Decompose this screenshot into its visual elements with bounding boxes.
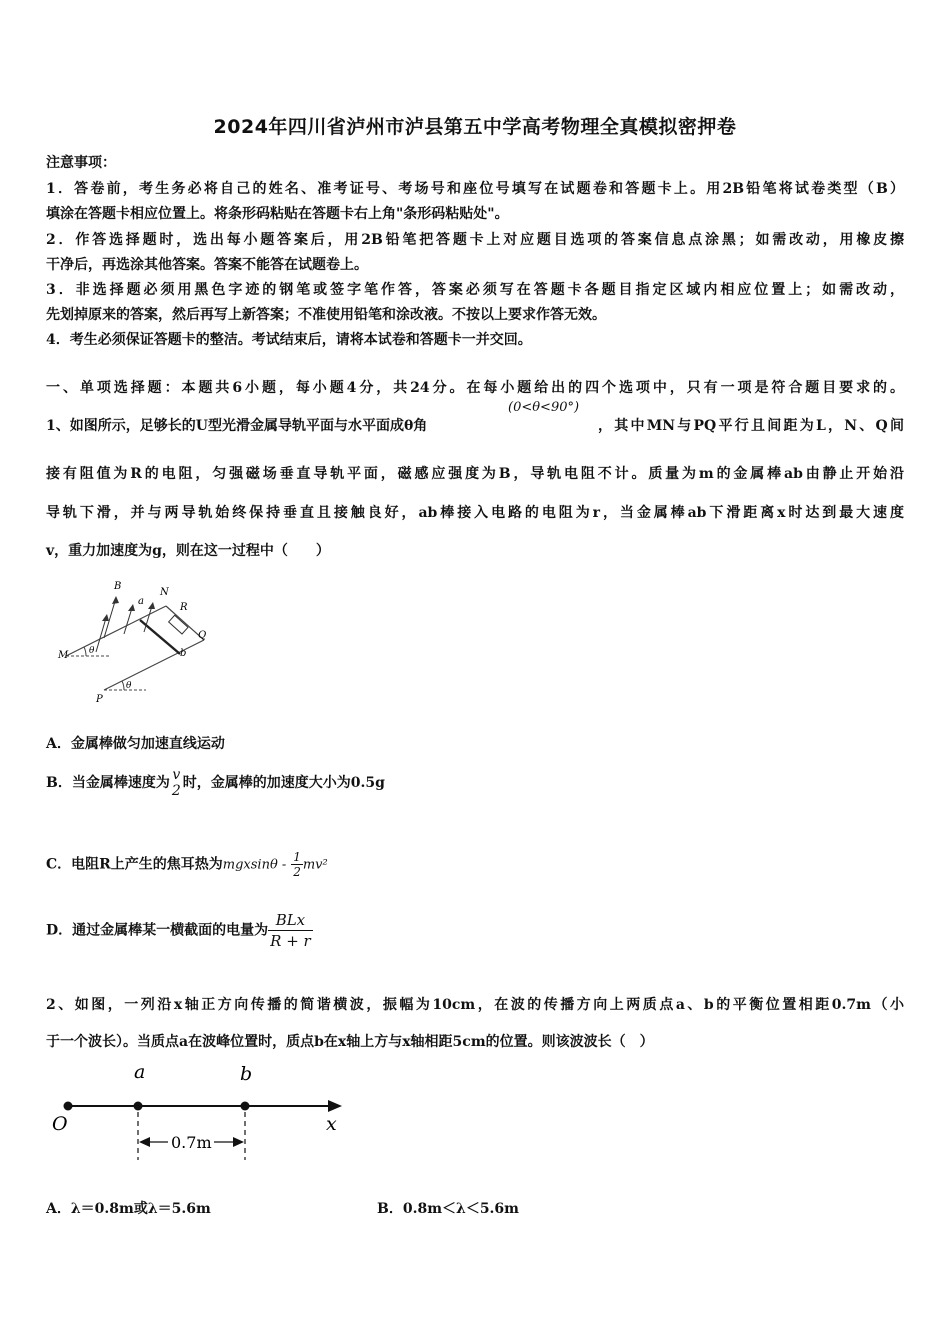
fig2-label-a: a <box>134 1061 146 1083</box>
fig2-distance-label: 0.7m <box>171 1133 212 1152</box>
fig1-label-P: P <box>96 694 103 705</box>
fig1-label-M: M <box>58 650 69 661</box>
notice-line-2: 填涂在答题卡相应位置上。将条形码粘贴在答题卡右上角"条形码粘贴处"。 <box>46 206 509 222</box>
q1-line-3: 导轨下滑，并与两导轨始终保持垂直且接触良好，ab棒接入电路的电阻为r，当金属棒ab下滑距离x时达到最大速度 <box>46 505 904 521</box>
notice-line-3: 2．作答选择题时，选出每小题答案后，用2B铅笔把答题卡上对应题目选项的答案信息点涂黑；如需改动，用橡皮擦 <box>46 232 904 248</box>
fig1-label-B: B <box>114 581 122 592</box>
q1-option-c-expr2: mv² <box>302 857 328 873</box>
page-title: 2024年四川省泸州市泸县第五中学高考物理全真模拟密押卷 <box>213 116 737 138</box>
q1-option-d-pre: D．通过金属棒某一横截面的电量为 <box>46 922 269 939</box>
q1-line-4: v，重力加速度为g，则在这一过程中（ ） <box>46 543 330 559</box>
q1-option-b-num: v <box>172 767 181 783</box>
q1-option-b <box>46 767 385 799</box>
q2-figure <box>46 1060 356 1170</box>
q1-option-b-post: 时，金属棒的加速度大小为0.5g <box>182 775 385 791</box>
fig1-label-a: a <box>138 596 144 607</box>
q1-option-b-den: 2 <box>171 783 181 799</box>
notice-line-5: 3．非选择题必须用黑色字迹的钢笔或签字笔作答，答案必须写在答题卡各题目指定区域内相应位置上；如需改动， <box>46 282 904 298</box>
q1-option-c-num: 1 <box>293 850 301 864</box>
q1-option-c-expr1: mgxsinθ - <box>222 857 287 873</box>
fig2-label-b: b <box>240 1063 253 1085</box>
q1-option-b-pre: B．当金属棒速度为 <box>46 775 170 791</box>
fig1-label-theta1: θ <box>89 646 95 656</box>
q2-option-a: A．λ＝0.8m或λ＝5.6m <box>46 1201 211 1217</box>
q1-line-1b: ，其中MN与PQ平行且间距为L，N、Q间 <box>598 418 904 434</box>
q2-option-b: B．0.8m＜λ＜5.6m <box>377 1201 519 1217</box>
fig1-label-Q: Q <box>198 630 207 641</box>
q1-option-d-den: R + r <box>270 932 311 950</box>
q1-line-2: 接有阻值为R的电阻，匀强磁场垂直导轨平面，磁感应强度为B，导轨电阻不计。质量为m的金属棒ab由静止开始沿 <box>46 466 904 482</box>
notice-line-6: 先划掉原来的答案，然后再写上新答案；不准使用铅笔和涂改液。不按以上要求作答无效。 <box>46 307 606 323</box>
q1-option-d-num: BLx <box>268 910 313 931</box>
fig1-label-R: R <box>180 602 188 613</box>
fig2-label-O: O <box>52 1113 68 1135</box>
q2-line-2: 于一个波长）。当质点a在波峰位置时，质点b在x轴上方与x轴相距5cm的位置。则该波波长（ ） <box>46 1034 654 1050</box>
q1-option-c-pre: C．电阻R上产生的焦耳热为 <box>46 856 223 873</box>
fig2-label-x: x <box>326 1113 337 1135</box>
q1-option-c-fraction <box>291 850 303 879</box>
notice-line-1: 1．答卷前，考生务必将自己的姓名、准考证号、考场号和座位号填写在试题卷和答题卡上。用2B铅笔将试卷类型（B） <box>46 181 904 197</box>
q1-option-d-fraction <box>268 910 313 951</box>
q1-angle-range: (0<θ<90°) <box>508 400 580 415</box>
q1-option-b-fraction <box>170 767 183 799</box>
fig1-label-b: b <box>180 648 187 659</box>
q2-line-1: 2、如图，一列沿x轴正方向传播的简谐横波，振幅为10cm，在波的传播方向上两质点a、b的平衡位置相距0.7m（小 <box>46 997 904 1013</box>
q1-figure <box>56 578 226 708</box>
section-heading: 一、单项选择题：本题共6小题，每小题4分，共24分。在每小题给出的四个选项中，只有一项是符合题目要求的。 <box>46 380 904 396</box>
fig1-label-N: N <box>160 587 169 598</box>
notice-line-7: 4．考生必须保证答题卡的整洁。考试结束后，请将本试卷和答题卡一并交回。 <box>46 332 532 348</box>
q1-option-d <box>46 910 313 951</box>
q1-option-a: A．金属棒做匀加速直线运动 <box>46 736 225 752</box>
q1-line-1a: 1、如图所示，足够长的U型光滑金属导轨平面与水平面成θ角 <box>46 418 428 434</box>
q1-option-c <box>46 850 328 879</box>
notice-line-4: 干净后，再选涂其他答案。答案不能答在试题卷上。 <box>46 257 368 273</box>
notice-heading: 注意事项： <box>46 155 116 171</box>
q1-option-c-den: 2 <box>293 865 301 879</box>
fig1-label-theta2: θ <box>126 681 132 691</box>
